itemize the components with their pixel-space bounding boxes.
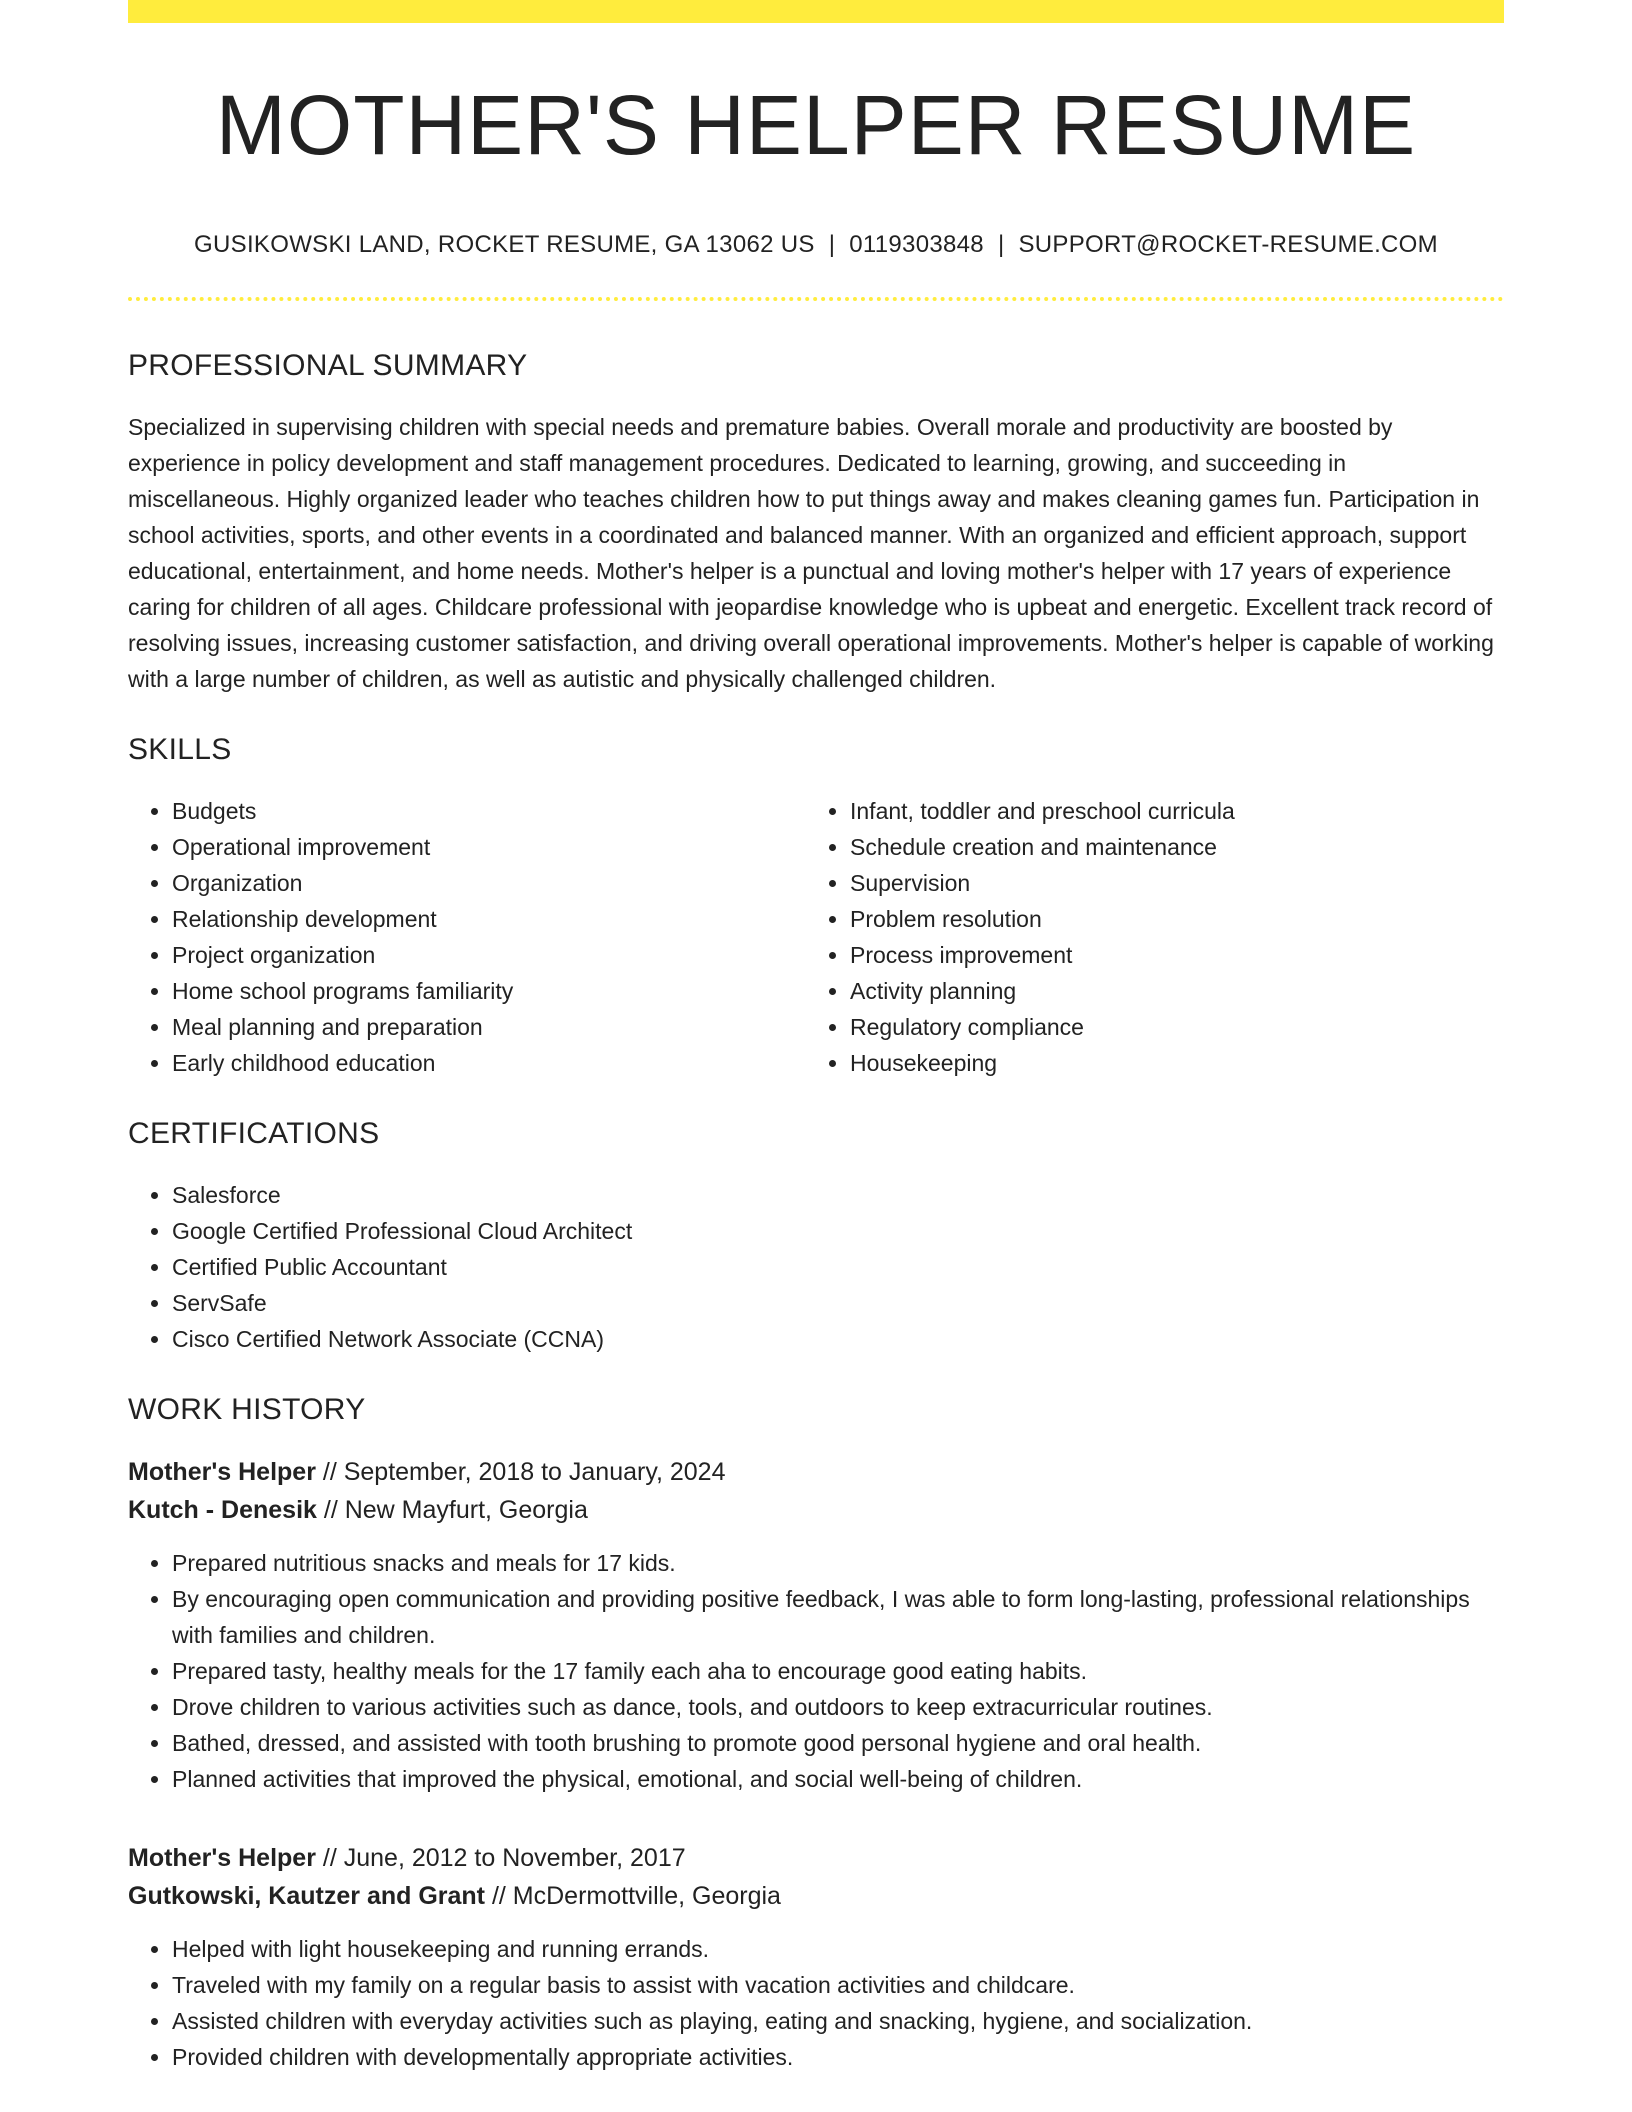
certification-item: • Google Certified Professional Cloud Architect <box>172 1213 1504 1249</box>
work-history-heading: WORK HISTORY <box>128 1393 366 1426</box>
certification-item: • ServSafe <box>172 1285 1504 1321</box>
job-bullet: • By encouraging open communication and providing positive feedback, I was able to form long-lasting, professional relationships with families and children. <box>172 1581 1504 1653</box>
skill-item: • Activity planning <box>850 973 1484 1009</box>
contact-separator: | <box>997 231 1005 258</box>
certification-item: • Salesforce <box>172 1177 1504 1213</box>
job-header <box>128 1453 1504 1529</box>
skills-heading: SKILLS <box>128 733 232 766</box>
job-bullet: • Helped with light housekeeping and running errands. <box>172 1931 1504 1967</box>
job-location: // McDermottville, Georgia <box>491 1882 781 1910</box>
job-dates: // September, 2018 to January, 2024 <box>322 1458 726 1486</box>
skill-item: • Meal planning and preparation <box>172 1009 806 1045</box>
job-bullets <box>128 1545 1504 1797</box>
job-bullet: • Drove children to various activities such as dance, tools, and outdoors to keep extracurricular routines. <box>172 1689 1504 1725</box>
certifications-heading: CERTIFICATIONS <box>128 1117 380 1150</box>
summary-text: Specialized in supervising children with special needs and premature babies. Overall morale and productivity are boosted by experience in policy development and staff management procedures. Dedicated to learning, growing, and succeeding in miscellaneous. Highly organized leader who teaches children how to put things away and makes cleaning games fun. Participation in school activities, sports, and other events in a coordinated and balanced manner. With an organized and efficient approach, support educational, entertainment, and home needs. Mother's helper is a punctual and loving mother's helper with 17 years of experience caring for children of all ages. Childcare professional with jeopardise knowledge who is upbeat and energetic. Excellent track record of resolving issues, increasing customer satisfaction, and driving overall operational improvements. Mother's helper is capable of working with a large number of children, as well as autistic and physically challenged children. <box>128 414 1494 692</box>
summary-heading: PROFESSIONAL SUMMARY <box>128 349 528 382</box>
skill-item: • Operational improvement <box>172 829 806 865</box>
contact-address: GUSIKOWSKI LAND, ROCKET RESUME, GA 13062 US <box>194 231 815 258</box>
certification-item: • Certified Public Accountant <box>172 1249 1504 1285</box>
job-bullet: • Prepared nutritious snacks and meals for 17 kids. <box>172 1545 1504 1581</box>
job-bullet: • Prepared tasty, healthy meals for the 17 family each aha to encourage good eating habits. <box>172 1653 1504 1689</box>
job-bullet: • Assisted children with everyday activities such as playing, eating and snacking, hygiene, and socialization. <box>172 2003 1504 2039</box>
skill-item: • Regulatory compliance <box>850 1009 1484 1045</box>
contact-separator: | <box>828 231 836 258</box>
skills-list-left <box>128 793 806 1081</box>
skill-item: • Supervision <box>850 865 1484 901</box>
job-company: Gutkowski, Kautzer and Grant <box>128 1882 486 1910</box>
skill-item: • Budgets <box>172 793 806 829</box>
job-title-line <box>128 1453 1504 1491</box>
contact-phone: 0119303848 <box>849 231 984 258</box>
skill-item: • Home school programs familiarity <box>172 973 806 1009</box>
job-title: Mother's Helper <box>128 1844 316 1872</box>
job-title-line <box>128 1839 1504 1877</box>
contact-line <box>128 233 1504 257</box>
job-dates: // June, 2012 to November, 2017 <box>322 1844 686 1872</box>
job-bullet: • Traveled with my family on a regular basis to assist with vacation activities and childcare. <box>172 1967 1504 2003</box>
skills-list-right <box>806 793 1484 1081</box>
resume-page <box>128 0 1504 2075</box>
resume-title: MOTHER'S HELPER RESUME <box>215 78 1417 172</box>
dotted-divider <box>128 297 1504 301</box>
job-company: Kutch - Denesik <box>128 1496 317 1524</box>
skill-item: • Process improvement <box>850 937 1484 973</box>
skill-item: • Housekeeping <box>850 1045 1484 1081</box>
job-bullet: • Planned activities that improved the physical, emotional, and social well-being of children. <box>172 1761 1504 1797</box>
job-bullet: • Provided children with developmentally appropriate activities. <box>172 2039 1504 2075</box>
job-location: // New Mayfurt, Georgia <box>323 1496 588 1524</box>
certification-item: • Cisco Certified Network Associate (CCNA) <box>172 1321 1504 1357</box>
skill-item: • Relationship development <box>172 901 806 937</box>
job-bullet: • Bathed, dressed, and assisted with tooth brushing to promote good personal hygiene and oral health. <box>172 1725 1504 1761</box>
job-company-line <box>128 1491 1504 1529</box>
skills-columns <box>128 793 1504 1081</box>
skill-item: • Early childhood education <box>172 1045 806 1081</box>
skill-item: • Schedule creation and maintenance <box>850 829 1484 865</box>
job-bullets <box>128 1931 1504 2075</box>
skill-item: • Project organization <box>172 937 806 973</box>
skill-item: • Infant, toddler and preschool curricula <box>850 793 1484 829</box>
skill-item: • Problem resolution <box>850 901 1484 937</box>
contact-email: SUPPORT@ROCKET-RESUME.COM <box>1018 231 1438 258</box>
certifications-list <box>128 1177 1504 1357</box>
job-company-line <box>128 1877 1504 1915</box>
top-accent-bar <box>128 0 1504 23</box>
job-header <box>128 1839 1504 1915</box>
skill-item: • Organization <box>172 865 806 901</box>
job-title: Mother's Helper <box>128 1458 316 1486</box>
